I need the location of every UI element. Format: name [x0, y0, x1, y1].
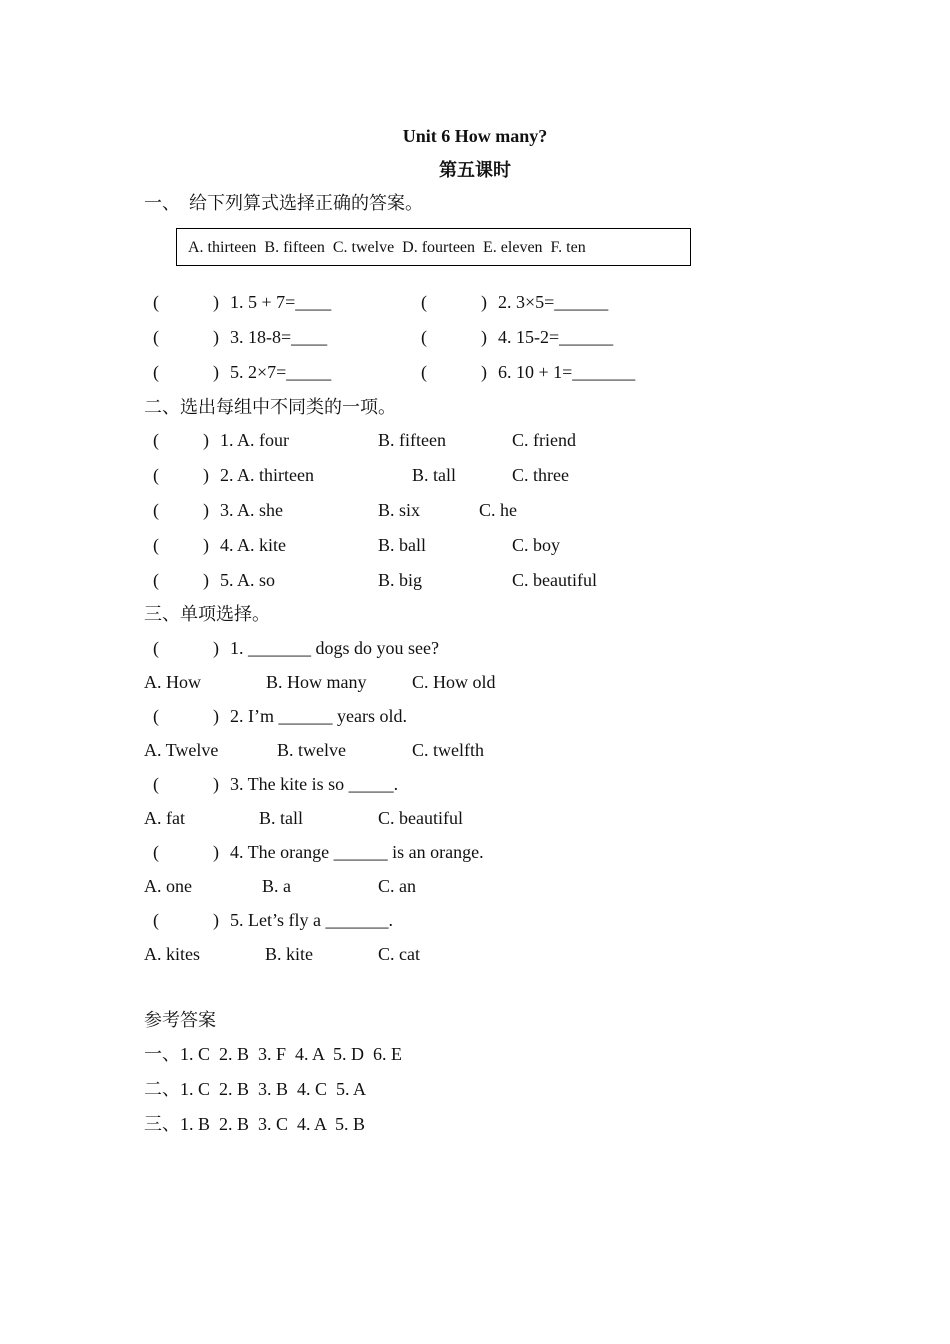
option-b: B. twelve: [277, 740, 346, 760]
answer-paren-close: ): [203, 465, 209, 485]
section3-heading: 三、单项选择。: [144, 604, 270, 624]
question-option-c: C. beautiful: [512, 570, 597, 590]
answer-line: 三、1. B 2. B 3. C 4. A 5. B: [144, 1114, 366, 1134]
section1-heading: 一、 给下列算式选择正确的答案。: [144, 193, 423, 213]
page-title: Unit 6 How many?: [402, 126, 548, 146]
question-text: 2. 3×5=______: [498, 292, 609, 312]
question-text: 5. 2×7=_____: [230, 362, 332, 382]
answer-paren-open: (: [153, 910, 159, 930]
question-option-a: 4. A. kite: [220, 535, 286, 555]
question-text: 1. 5 + 7=____: [230, 292, 332, 312]
answer-paren-open: (: [153, 292, 159, 312]
answer-paren-close: ): [203, 500, 209, 520]
question-option-c: C. he: [479, 500, 517, 520]
answer-paren-close: ): [213, 842, 219, 862]
answer-paren-open: (: [153, 706, 159, 726]
question-option-a: 2. A. thirteen: [220, 465, 314, 485]
answer-paren-close: ): [481, 292, 487, 312]
answer-paren-open: (: [153, 774, 159, 794]
question-text: 4. 15-2=______: [498, 327, 614, 347]
answer-paren-close: ): [213, 638, 219, 658]
question-option-c: C. boy: [512, 535, 561, 555]
option-a: A. one: [144, 876, 192, 896]
option-a: A. fat: [144, 808, 185, 828]
option-b: B. a: [262, 876, 291, 896]
answer-line: 一、1. C 2. B 3. F 4. A 5. D 6. E: [144, 1044, 403, 1064]
answer-paren-open: (: [153, 570, 159, 590]
question-text: 2. I’m ______ years old.: [230, 706, 407, 726]
answer-paren-close: ): [213, 774, 219, 794]
answer-paren-close: ): [481, 327, 487, 347]
answer-paren-open: (: [421, 292, 427, 312]
option-b: B. How many: [266, 672, 367, 692]
question-text: 3. 18-8=____: [230, 327, 328, 347]
answer-paren-close: ): [213, 292, 219, 312]
page-subtitle: 第五课时: [439, 160, 511, 180]
answer-paren-close: ): [213, 327, 219, 347]
question-option-b: B. six: [378, 500, 421, 520]
option-c: C. an: [378, 876, 416, 896]
answer-paren-open: (: [153, 500, 159, 520]
option-b: B. tall: [259, 808, 303, 828]
options-text: A. thirteen B. fifteen C. twelve D. fourteen E. eleven F. ten: [188, 239, 586, 256]
question-option-b: B. big: [378, 570, 423, 590]
question-text: 3. The kite is so _____.: [230, 774, 399, 794]
question-option-b: B. tall: [412, 465, 456, 485]
answer-paren-open: (: [421, 327, 427, 347]
answer-paren-close: ): [203, 430, 209, 450]
option-c: C. twelfth: [412, 740, 484, 760]
question-text: 5. Let’s fly a _______.: [230, 910, 393, 930]
question-option-a: 1. A. four: [220, 430, 289, 450]
question-text: 1. _______ dogs do you see?: [230, 638, 439, 658]
answer-paren-open: (: [153, 430, 159, 450]
answer-paren-open: (: [153, 465, 159, 485]
answer-paren-close: ): [213, 910, 219, 930]
answer-paren-open: (: [153, 362, 159, 382]
option-b: B. kite: [265, 944, 313, 964]
answer-paren-close: ): [213, 706, 219, 726]
option-a: A. How: [144, 672, 201, 692]
option-c: C. cat: [378, 944, 420, 964]
question-option-a: 5. A. so: [220, 570, 276, 590]
question-text: 4. The orange ______ is an orange.: [230, 842, 484, 862]
question-option-a: 3. A. she: [220, 500, 283, 520]
option-a: A. kites: [144, 944, 200, 964]
answer-paren-open: (: [421, 362, 427, 382]
answer-paren-close: ): [203, 570, 209, 590]
answer-paren-close: ): [213, 362, 219, 382]
answer-paren-close: ): [203, 535, 209, 555]
question-option-c: C. three: [512, 465, 569, 485]
option-c: C. beautiful: [378, 808, 463, 828]
answers-heading: 参考答案: [144, 1010, 216, 1030]
question-option-c: C. friend: [512, 430, 576, 450]
answer-paren-open: (: [153, 327, 159, 347]
question-option-b: B. fifteen: [378, 430, 446, 450]
options-box: [176, 228, 691, 266]
answer-paren-open: (: [153, 842, 159, 862]
answer-paren-close: ): [481, 362, 487, 382]
section2-heading: 二、选出每组中不同类的一项。: [144, 397, 396, 417]
answer-paren-open: (: [153, 638, 159, 658]
option-a: A. Twelve: [144, 740, 219, 760]
answer-line: 二、1. C 2. B 3. B 4. C 5. A: [144, 1079, 367, 1099]
option-c: C. How old: [412, 672, 496, 692]
question-option-b: B. ball: [378, 535, 426, 555]
answer-paren-open: (: [153, 535, 159, 555]
question-text: 6. 10 + 1=_______: [498, 362, 636, 382]
